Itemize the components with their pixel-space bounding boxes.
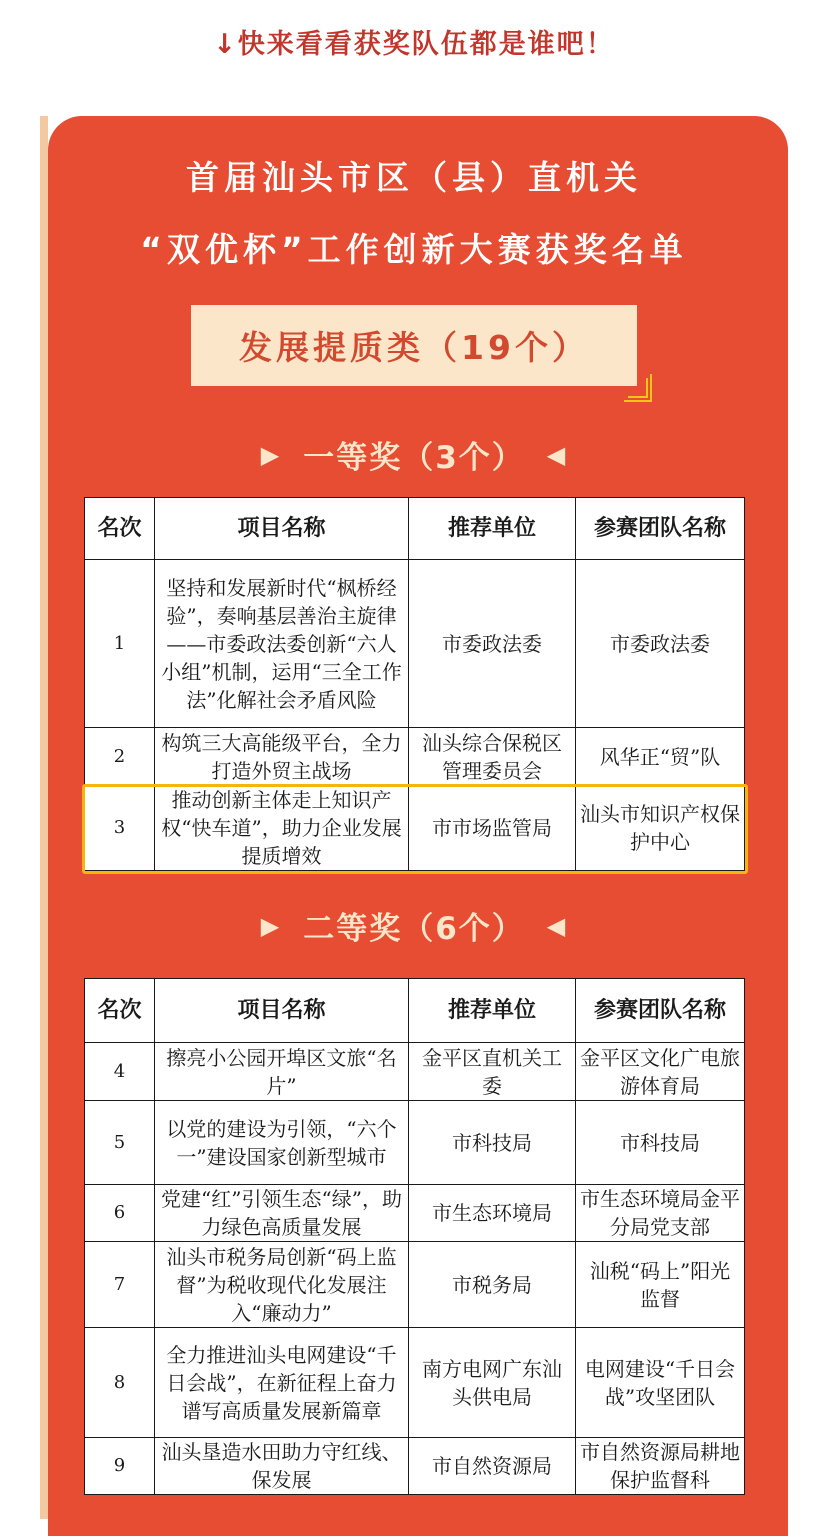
team-cell: 风华正“贸”队 xyxy=(576,728,745,786)
rank-cell: 7 xyxy=(85,1242,155,1328)
second-prize-table xyxy=(84,978,745,1495)
unit-cell: 金平区直机关工委 xyxy=(409,1043,576,1101)
table-header-row xyxy=(85,979,745,1043)
triangle-left-icon: ◀ xyxy=(546,911,568,940)
project-cell: 擦亮小公园开埠区文旅“名片” xyxy=(155,1043,409,1101)
first-prize-heading xyxy=(0,432,828,477)
table-row xyxy=(85,1043,745,1101)
header-unit: 推荐单位 xyxy=(409,979,576,1043)
project-cell: 汕头市税务局创新“码上监督”为税收现代化发展注入“廉动力” xyxy=(155,1242,409,1328)
table-row xyxy=(85,786,745,871)
triangle-right-icon: ▶ xyxy=(260,911,282,940)
unit-cell: 汕头综合保税区管理委员会 xyxy=(409,728,576,786)
second-prize-heading-text: 二等奖（6个） xyxy=(303,911,525,947)
corner-decoration-icon xyxy=(622,372,654,404)
triangle-right-icon: ▶ xyxy=(260,440,282,469)
rank-cell: 5 xyxy=(85,1101,155,1185)
team-cell: 市生态环境局金平分局党支部 xyxy=(576,1185,745,1242)
table-row xyxy=(85,1242,745,1328)
project-cell: 以党的建设为引领，“六个一”建设国家创新型城市 xyxy=(155,1101,409,1185)
first-prize-table xyxy=(84,497,745,871)
page-title-line2: “双优杯”工作创新大赛获奖名单 xyxy=(140,230,688,269)
table-row xyxy=(85,1328,745,1438)
page-title-line1: 首届汕头市区（县）直机关 xyxy=(186,158,642,197)
unit-cell: 南方电网广东汕头供电局 xyxy=(409,1328,576,1438)
rank-cell: 9 xyxy=(85,1438,155,1495)
header-team: 参赛团队名称 xyxy=(576,979,745,1043)
unit-cell: 市市场监管局 xyxy=(409,786,576,871)
rank-cell: 3 xyxy=(85,786,155,871)
project-cell: 推动创新主体走上知识产权“快车道”，助力企业发展提质增效 xyxy=(155,786,409,871)
team-cell: 金平区文化广电旅游体育局 xyxy=(576,1043,745,1101)
unit-cell: 市科技局 xyxy=(409,1101,576,1185)
table-row xyxy=(85,560,745,728)
rank-cell: 2 xyxy=(85,728,155,786)
project-cell: 党建“红”引领生态“绿”，助力绿色高质量发展 xyxy=(155,1185,409,1242)
triangle-left-icon: ◀ xyxy=(546,440,568,469)
table-row xyxy=(85,1185,745,1242)
table-row xyxy=(85,728,745,786)
team-cell: 汕头市知识产权保护中心 xyxy=(576,786,745,871)
accent-strip xyxy=(40,116,48,1519)
project-cell: 构筑三大高能级平台，全力打造外贸主战场 xyxy=(155,728,409,786)
header-rank: 名次 xyxy=(85,979,155,1043)
unit-cell: 市自然资源局 xyxy=(409,1438,576,1495)
header-project: 项目名称 xyxy=(155,979,409,1043)
second-prize-heading xyxy=(0,903,828,948)
team-cell: 市自然资源局耕地保护监督科 xyxy=(576,1438,745,1495)
rank-cell: 4 xyxy=(85,1043,155,1101)
table-header-row xyxy=(85,498,745,560)
rank-cell: 1 xyxy=(85,560,155,728)
top-banner: ↓快来看看获奖队伍都是谁吧！ xyxy=(213,29,615,60)
table-row xyxy=(85,1438,745,1495)
table-row xyxy=(85,1101,745,1185)
project-cell: 汕头垦造水田助力守红线、保发展 xyxy=(155,1438,409,1495)
project-cell: 全力推进汕头电网建设“千日会战”，在新征程上奋力谱写高质量发展新篇章 xyxy=(155,1328,409,1438)
unit-cell: 市税务局 xyxy=(409,1242,576,1328)
unit-cell: 市生态环境局 xyxy=(409,1185,576,1242)
header-rank: 名次 xyxy=(85,498,155,560)
header-project: 项目名称 xyxy=(155,498,409,560)
category-text: 发展提质类（19个） xyxy=(239,328,589,367)
project-cell: 坚持和发展新时代“枫桥经验”，奏响基层善治主旋律——市委政法委创新“六人小组”机制，运用“三全工作法”化解社会矛盾风险 xyxy=(155,560,409,728)
category-label xyxy=(191,305,637,386)
header-team: 参赛团队名称 xyxy=(576,498,745,560)
team-cell: 电网建设“千日会战”攻坚团队 xyxy=(576,1328,745,1438)
first-prize-heading-text: 一等奖（3个） xyxy=(303,440,525,476)
rank-cell: 8 xyxy=(85,1328,155,1438)
rank-cell: 6 xyxy=(85,1185,155,1242)
unit-cell: 市委政法委 xyxy=(409,560,576,728)
header-unit: 推荐单位 xyxy=(409,498,576,560)
team-cell: 市科技局 xyxy=(576,1101,745,1185)
team-cell: 市委政法委 xyxy=(576,560,745,728)
team-cell: 汕税“码上”阳光监督 xyxy=(576,1242,745,1328)
